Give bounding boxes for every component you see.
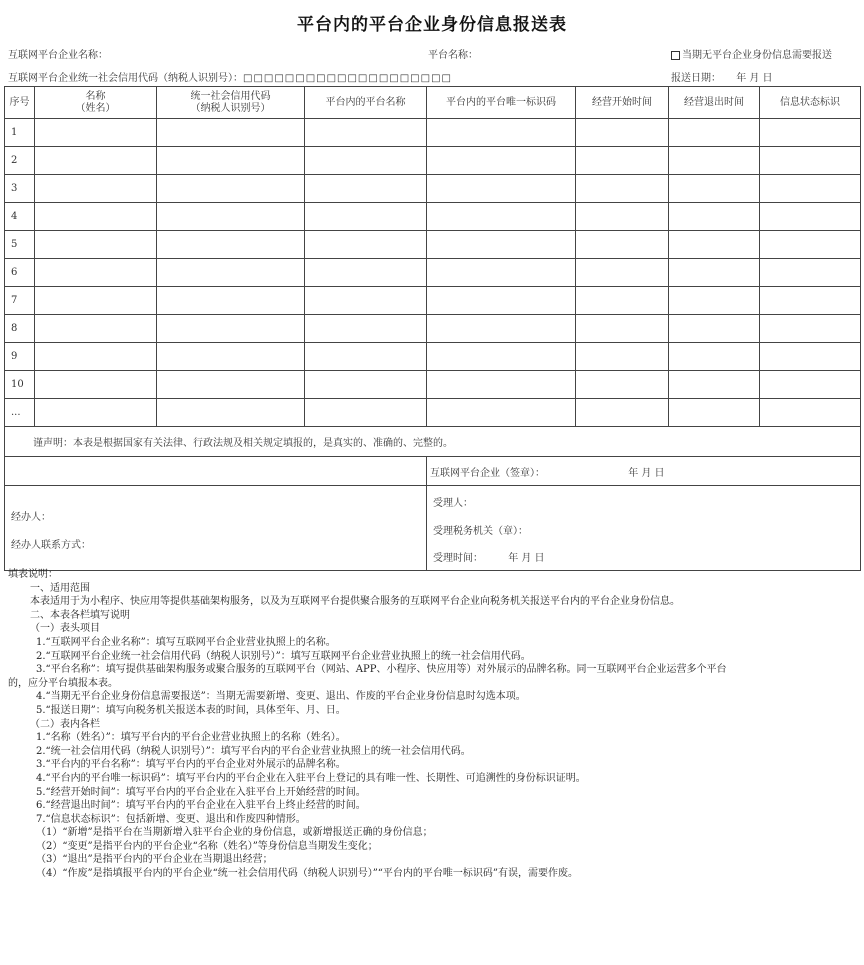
row-number: 4	[5, 203, 35, 231]
table-cell[interactable]	[427, 231, 576, 259]
table-cell[interactable]	[760, 203, 861, 231]
instruction-item: 2.“互联网平台企业统一社会信用代码（纳税人识别号）”：填写互联网平台企业营业执照上的统一社会信用代码。	[36, 650, 531, 662]
table-cell[interactable]	[669, 175, 760, 203]
column-label: 名称 （姓名）	[75, 90, 116, 114]
company-seal-row	[5, 457, 861, 486]
table-cell[interactable]	[35, 259, 157, 287]
table-cell[interactable]	[35, 203, 157, 231]
credit-code-label: 互联网平台企业统一社会信用代码（纳税人识别号）：	[8, 73, 243, 84]
table-cell[interactable]	[760, 175, 861, 203]
instructions-heading: 填表说明：	[8, 569, 58, 580]
table-row	[5, 203, 861, 231]
table-cell[interactable]	[576, 231, 669, 259]
table-cell[interactable]	[760, 315, 861, 343]
column-header	[157, 87, 305, 119]
company-seal-cell[interactable]	[427, 457, 861, 486]
form-title: 平台内的平台企业身份信息报送表	[297, 15, 567, 35]
handler-label[interactable]: 经办人：	[11, 512, 51, 523]
declaration-row	[5, 427, 861, 457]
table-cell[interactable]	[35, 119, 157, 147]
instructions	[8, 568, 858, 881]
table-cell[interactable]	[427, 119, 576, 147]
table-cell[interactable]	[427, 287, 576, 315]
status-definition: （4）“作废”是指填报平台内的平台企业“统一社会信用代码（纳税人识别号）”“平台内的平台唯一标识码”有误，需要作废。	[36, 868, 579, 880]
subsection-heading: （二）表内各栏	[30, 718, 100, 730]
table-row	[5, 175, 861, 203]
table-cell[interactable]	[157, 259, 305, 287]
table-cell[interactable]	[305, 175, 427, 203]
table-cell[interactable]	[305, 287, 427, 315]
instruction-text: 本表适用于为小程序、快应用等提供基础架构服务，以及为互联网平台提供聚合服务的互联网平台企业向税务机关报送平台内的平台企业身份信息。	[30, 596, 680, 608]
table-cell[interactable]	[669, 343, 760, 371]
table-cell[interactable]	[427, 371, 576, 399]
table-cell[interactable]	[35, 147, 157, 175]
table-cell[interactable]	[576, 147, 669, 175]
report-date-label: 报送日期：	[671, 73, 721, 84]
table-cell[interactable]	[576, 287, 669, 315]
column-header	[305, 87, 427, 119]
table-cell[interactable]	[35, 231, 157, 259]
table-cell[interactable]	[305, 119, 427, 147]
instruction-item: 7.“信息状态标识”：包括新增、变更、退出和作废四种情形。	[36, 813, 306, 825]
receiver-cell	[427, 486, 861, 571]
table-cell[interactable]	[576, 343, 669, 371]
receive-time-date[interactable]: 年 月 日	[508, 553, 545, 564]
status-definition: （2）“变更”是指平台内的平台企业“名称（姓名）”等身份信息当期发生变化；	[36, 840, 378, 852]
row-number: ...	[5, 399, 35, 427]
column-label: 经营开始时间	[592, 96, 652, 108]
table-cell[interactable]	[669, 399, 760, 427]
table-cell[interactable]	[305, 231, 427, 259]
table-cell[interactable]	[427, 147, 576, 175]
instruction-item: 5.“报送日期”：填写向税务机关报送本表的时间，具体至年、月、日。	[36, 704, 346, 716]
table-cell[interactable]	[35, 371, 157, 399]
column-header	[427, 87, 576, 119]
table-cell[interactable]	[760, 399, 861, 427]
table-cell[interactable]	[427, 315, 576, 343]
table-cell[interactable]	[576, 175, 669, 203]
table-cell[interactable]	[157, 399, 305, 427]
table-cell[interactable]	[35, 315, 157, 343]
company-seal-date[interactable]: 年 月 日	[628, 467, 665, 479]
section-heading: 二、本表各栏填写说明	[30, 609, 130, 621]
column-label: 平台内的平台名称	[325, 96, 406, 108]
table-row	[5, 287, 861, 315]
table-cell[interactable]	[35, 175, 157, 203]
column-label: 经营退出时间	[684, 96, 744, 108]
report-date-fill[interactable]: 年 月 日	[736, 73, 773, 84]
tax-office-label[interactable]: 受理税务机关（章）：	[433, 526, 528, 537]
row-number: 1	[5, 119, 35, 147]
table-cell[interactable]	[427, 343, 576, 371]
status-definition: （3）“退出”是指平台内的平台企业在当期退出经营；	[36, 854, 273, 866]
table-cell[interactable]	[760, 343, 861, 371]
table-cell[interactable]	[35, 399, 157, 427]
instruction-item: 4.“平台内的平台唯一标识码”：填写平台内的平台企业在入驻平台上登记的具有唯一性、长期性、可追溯性的身份标识证明。	[36, 772, 586, 784]
table-cell[interactable]	[760, 147, 861, 175]
table-cell[interactable]	[35, 287, 157, 315]
table-cell[interactable]	[157, 147, 305, 175]
table-row	[5, 119, 861, 147]
row-number: 5	[5, 231, 35, 259]
table-cell[interactable]	[576, 371, 669, 399]
section-heading: 一、适用范围	[30, 582, 90, 594]
instruction-item: 1.“互联网平台企业名称”：填写互联网平台企业营业执照上的名称。	[36, 636, 336, 648]
table-row	[5, 399, 861, 427]
handler-contact-label[interactable]: 经办人联系方式：	[11, 540, 91, 551]
table-cell[interactable]	[427, 203, 576, 231]
subsection-heading: （一）表头项目	[30, 623, 100, 635]
column-header	[760, 87, 861, 119]
instruction-item: 4.“当期无平台企业身份信息需要报送”：当期无需要新增、变更、退出、作废的平台企业身份信息时勾选本项。	[36, 691, 526, 703]
table-cell[interactable]	[305, 259, 427, 287]
table-row	[5, 147, 861, 175]
blank-cell	[5, 457, 427, 486]
column-header	[35, 87, 157, 119]
instruction-item: 3.“平台内的平台名称”：填写平台内的平台企业对外展示的品牌名称。	[36, 759, 346, 771]
platform-company-name-label: 互联网平台企业名称：	[8, 50, 108, 61]
table-row	[5, 315, 861, 343]
company-seal-label: 互联网平台企业（签章）：	[430, 467, 545, 479]
table-cell[interactable]	[305, 315, 427, 343]
table-cell[interactable]	[157, 343, 305, 371]
table-cell[interactable]	[157, 231, 305, 259]
row-number: 7	[5, 287, 35, 315]
table-cell[interactable]	[669, 287, 760, 315]
report-date-row	[671, 69, 773, 84]
row-number: 10	[5, 371, 35, 399]
row-number: 6	[5, 259, 35, 287]
column-label: 统一社会信用代码 （纳税人识别号）	[190, 90, 271, 114]
instruction-item: 1.“名称（姓名）”：填写平台内的平台企业营业执照上的名称（姓名）。	[36, 732, 346, 744]
table-cell[interactable]	[35, 343, 157, 371]
column-header	[5, 87, 35, 119]
handler-cell	[5, 486, 427, 571]
table-row	[5, 231, 861, 259]
table-cell[interactable]	[157, 119, 305, 147]
column-label: 信息状态标识	[780, 96, 840, 108]
table-cell[interactable]	[427, 399, 576, 427]
row-number: 2	[5, 147, 35, 175]
receive-time-label[interactable]: 受理时间：	[433, 553, 483, 564]
table-cell[interactable]	[576, 399, 669, 427]
table-cell[interactable]	[157, 315, 305, 343]
table-row	[5, 343, 861, 371]
table-cell[interactable]	[669, 119, 760, 147]
no-info-checkbox-row[interactable]	[671, 46, 832, 61]
table-cell[interactable]	[157, 371, 305, 399]
info-table	[4, 86, 861, 571]
table-row	[5, 371, 861, 399]
receiver-label[interactable]: 受理人：	[433, 498, 473, 509]
handler-row	[5, 486, 861, 571]
table-cell[interactable]	[157, 175, 305, 203]
table-cell[interactable]	[669, 259, 760, 287]
credit-code-boxes[interactable]: □□□□□□□□□□□□□□□□□□□□	[243, 73, 452, 84]
instruction-item: 2.“统一社会信用代码（纳税人识别号）”：填写平台内的平台企业营业执照上的统一社会信用代码。	[36, 745, 471, 757]
table-cell[interactable]	[157, 287, 305, 315]
table-cell[interactable]	[669, 231, 760, 259]
row-number: 9	[5, 343, 35, 371]
table-cell[interactable]	[760, 231, 861, 259]
table-cell[interactable]	[305, 399, 427, 427]
instruction-item-continued: 的，应分平台填报本表。	[8, 677, 118, 689]
column-header	[576, 87, 669, 119]
platform-name-label: 平台名称：	[428, 50, 478, 61]
column-label: 平台内的平台唯一标识码	[446, 96, 556, 108]
table-cell[interactable]	[305, 203, 427, 231]
instruction-item: 5.“经营开始时间”：填写平台内的平台企业在入驻平台上开始经营的时间。	[36, 786, 366, 798]
table-header-row	[5, 87, 861, 119]
instruction-item: 6.“经营退出时间”：填写平台内的平台企业在入驻平台上终止经营的时间。	[36, 800, 366, 812]
table-cell[interactable]	[305, 343, 427, 371]
table-cell[interactable]	[760, 259, 861, 287]
table-cell[interactable]	[305, 371, 427, 399]
credit-code-row	[8, 69, 452, 84]
status-definition: （1）“新增”是指平台在当期新增入驻平台企业的身份信息，或新增报送正确的身份信息；	[36, 827, 433, 839]
table-cell[interactable]	[576, 315, 669, 343]
no-info-checkbox-label: 当期无平台企业身份信息需要报送	[682, 50, 832, 61]
table-cell[interactable]	[576, 203, 669, 231]
row-number: 3	[5, 175, 35, 203]
no-info-checkbox[interactable]	[671, 51, 680, 60]
table-cell[interactable]	[576, 259, 669, 287]
declaration-text: 谨声明：本表是根据国家有关法律、行政法规及相关规定填报的，是真实的、准确的、完整的。	[5, 427, 861, 457]
table-cell[interactable]	[669, 203, 760, 231]
table-cell[interactable]	[305, 147, 427, 175]
table-cell[interactable]	[669, 315, 760, 343]
table-cell[interactable]	[760, 287, 861, 315]
table-cell[interactable]	[427, 175, 576, 203]
table-cell[interactable]	[427, 259, 576, 287]
instruction-item: 3.“平台名称”：填写提供基础架构服务或聚合服务的互联网平台（网站、APP、小程序、快应用等）对外展示的品牌名称。同一互联网平台企业运营多个平台	[36, 664, 727, 676]
receive-time-row	[433, 549, 545, 564]
table-cell[interactable]	[760, 119, 861, 147]
table-cell[interactable]	[576, 119, 669, 147]
table-cell[interactable]	[669, 371, 760, 399]
table-row	[5, 259, 861, 287]
table-cell[interactable]	[760, 371, 861, 399]
table-cell[interactable]	[157, 203, 305, 231]
row-number: 8	[5, 315, 35, 343]
table-cell[interactable]	[669, 147, 760, 175]
column-header	[669, 87, 760, 119]
column-label: 序号	[9, 96, 30, 108]
